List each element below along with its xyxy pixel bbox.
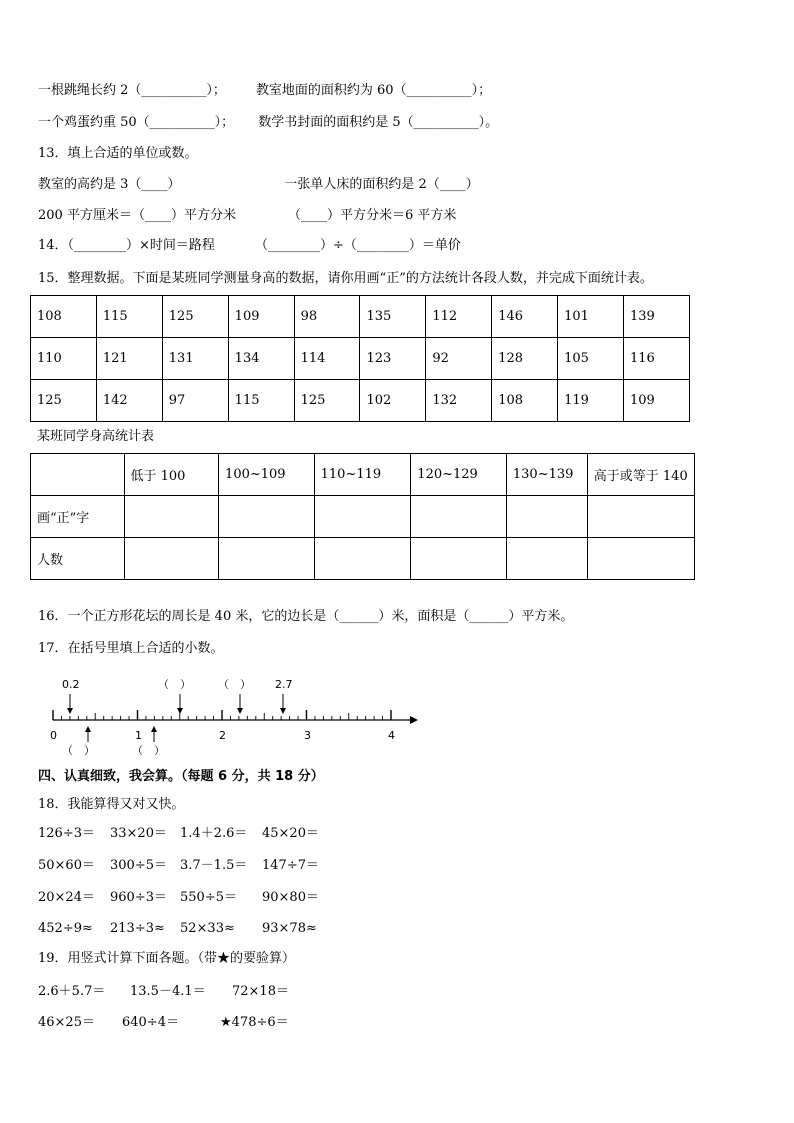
top-label-0.2: 0.2	[62, 678, 80, 691]
down-arrowhead	[67, 708, 73, 714]
stat-row-label: 人数	[31, 538, 125, 580]
data-cell: 139	[624, 296, 690, 338]
q16-text: 16．一个正方形花坛的周长是 40 米，它的边长是（______）米，面积是（______）平方米。	[38, 609, 574, 624]
q18-expression: 52×33≈	[180, 921, 235, 936]
tally-cell[interactable]	[587, 496, 694, 538]
stat-header-cell: 低于 100	[124, 454, 219, 496]
data-cell: 142	[96, 380, 162, 422]
q15-title: 15．整理数据。下面是某班同学测量身高的数据，请你用画“正”的方法统计各段人数，并完成下面统计表。	[38, 271, 653, 286]
q18-expression: 20×24＝	[38, 890, 95, 905]
data-cell: 105	[558, 338, 624, 380]
q12-item-d: 数学书封面的面积约是 5（__________）。	[258, 115, 499, 130]
q13-title: 13．填上合适的单位或数。	[38, 146, 198, 161]
q18-expression: 50×60＝	[38, 858, 95, 873]
down-arrowhead	[280, 708, 286, 714]
up-arrowhead	[151, 726, 157, 732]
q18-title: 18．我能算得又对又快。	[38, 797, 185, 812]
q19-expression: 640÷4＝	[122, 1015, 179, 1030]
axis-number: 3	[304, 729, 311, 742]
stat-tally-row	[31, 496, 695, 538]
bottom-blank-1: （ ）	[62, 744, 95, 757]
q13-line-1	[38, 176, 479, 194]
data-cell: 102	[360, 380, 426, 422]
bottom-blank-2: （ ）	[132, 744, 165, 757]
count-cell[interactable]	[587, 538, 694, 580]
axis-number: 0	[50, 729, 57, 742]
data-cell: 109	[624, 380, 690, 422]
q12-line-2	[38, 114, 498, 132]
data-cell: 109	[228, 296, 294, 338]
tally-cell[interactable]	[314, 496, 411, 538]
stat-header-cell: 130~139	[506, 454, 587, 496]
q18-expression: 45×20＝	[262, 826, 319, 841]
number-line-figure	[40, 672, 430, 762]
data-cell: 134	[228, 338, 294, 380]
data-cell: 125	[294, 380, 360, 422]
data-cell: 110	[31, 338, 97, 380]
q13-item-c: 200 平方厘米＝（____）平方分米	[38, 208, 236, 223]
q12-line-1	[38, 82, 491, 100]
stat-header-cell: 高于或等于 140	[587, 454, 694, 496]
data-row	[31, 296, 690, 338]
count-cell[interactable]	[124, 538, 219, 580]
q18-expression: 550÷5＝	[180, 890, 237, 905]
height-stat-table	[30, 453, 695, 580]
q12-item-a: 一根跳绳长约 2（__________）；	[38, 83, 226, 98]
data-cell: 92	[426, 338, 492, 380]
down-arrowhead	[237, 708, 243, 714]
data-cell: 114	[294, 338, 360, 380]
height-data-table	[30, 295, 690, 422]
q19-expression: 2.6＋5.7＝	[38, 984, 106, 999]
q19-expression: 13.5－4.1＝	[130, 984, 206, 999]
tally-cell[interactable]	[219, 496, 315, 538]
tally-cell[interactable]	[506, 496, 587, 538]
data-cell: 135	[360, 296, 426, 338]
data-cell: 123	[360, 338, 426, 380]
q14-item-b: （________）÷（________）＝单价	[254, 238, 461, 253]
stat-count-row	[31, 538, 695, 580]
data-cell: 146	[492, 296, 558, 338]
data-cell: 112	[426, 296, 492, 338]
data-row	[31, 338, 690, 380]
data-cell: 101	[558, 296, 624, 338]
q18-expression: 126÷3＝	[38, 826, 95, 841]
top-blank-2: （ ）	[218, 678, 251, 691]
stat-header-cell: 120~129	[411, 454, 507, 496]
data-cell: 115	[96, 296, 162, 338]
q18-expression: 3.7－1.5＝	[180, 858, 248, 873]
count-cell[interactable]	[219, 538, 315, 580]
stat-table-title: 某班同学身高统计表	[37, 429, 155, 444]
q19-expression: ★478÷6＝	[220, 1015, 289, 1030]
q13-item-a: 教室的高约是 3（____）	[38, 177, 181, 192]
q18-expression: 300÷5＝	[110, 858, 167, 873]
data-cell: 125	[162, 296, 228, 338]
q19-title: 19．用竖式计算下面各题。（带★的要验算）	[38, 951, 296, 966]
q18-expression: 1.4＋2.6＝	[180, 826, 248, 841]
stat-header-cell	[31, 454, 125, 496]
axis-ticks	[53, 710, 391, 720]
count-cell[interactable]	[506, 538, 587, 580]
stat-header-cell: 110~119	[314, 454, 411, 496]
axis-number: 1	[135, 729, 142, 742]
q13-item-d: （____）平方分米＝6 平方米	[287, 208, 457, 223]
q14-line	[38, 237, 461, 255]
q19-expression: 72×18＝	[232, 984, 289, 999]
data-cell: 121	[96, 338, 162, 380]
data-cell: 108	[492, 380, 558, 422]
data-cell: 116	[624, 338, 690, 380]
q18-expression: 213÷3≈	[110, 921, 165, 936]
down-arrowhead	[177, 708, 183, 714]
q19-expression: 46×25＝	[38, 1015, 95, 1030]
axis-number: 4	[388, 729, 395, 742]
top-blank-1: （ ）	[158, 678, 191, 691]
tally-cell[interactable]	[411, 496, 507, 538]
stat-header-cell: 100~109	[219, 454, 315, 496]
q18-expression: 147÷7＝	[262, 858, 319, 873]
count-cell[interactable]	[314, 538, 411, 580]
q18-expression: 93×78≈	[262, 921, 317, 936]
data-cell: 98	[294, 296, 360, 338]
data-cell: 108	[31, 296, 97, 338]
q17-title: 17．在括号里填上合适的小数。	[38, 641, 224, 656]
data-cell: 97	[162, 380, 228, 422]
count-cell[interactable]	[411, 538, 507, 580]
q18-expression: 90×80＝	[262, 890, 319, 905]
q13-line-2	[38, 207, 456, 225]
stat-header-row	[31, 454, 695, 496]
data-cell: 131	[162, 338, 228, 380]
axis-number: 2	[219, 729, 226, 742]
q13-item-b: 一张单人床的面积约是 2（____）	[284, 177, 479, 192]
up-arrowhead	[85, 726, 91, 732]
section-4-heading: 四、认真细致，我会算。（每题 6 分，共 18 分）	[38, 769, 324, 784]
q18-expression: 960÷3＝	[110, 890, 167, 905]
data-cell: 119	[558, 380, 624, 422]
data-cell: 125	[31, 380, 97, 422]
data-cell: 132	[426, 380, 492, 422]
top-label-2.7: 2.7	[275, 678, 293, 691]
axis-arrowhead	[410, 716, 418, 724]
q18-expression: 33×20＝	[110, 826, 167, 841]
q18-expression: 452÷9≈	[38, 921, 93, 936]
q14-item-a: 14．（________）×时间＝路程	[38, 238, 215, 253]
tally-cell[interactable]	[124, 496, 219, 538]
data-cell: 115	[228, 380, 294, 422]
q12-item-b: 教室地面的面积约为 60（__________）；	[255, 83, 492, 98]
stat-row-label: 画“正”字	[31, 496, 125, 538]
data-row	[31, 380, 690, 422]
q12-item-c: 一个鸡蛋约重 50（__________）；	[38, 115, 235, 130]
data-cell: 128	[492, 338, 558, 380]
